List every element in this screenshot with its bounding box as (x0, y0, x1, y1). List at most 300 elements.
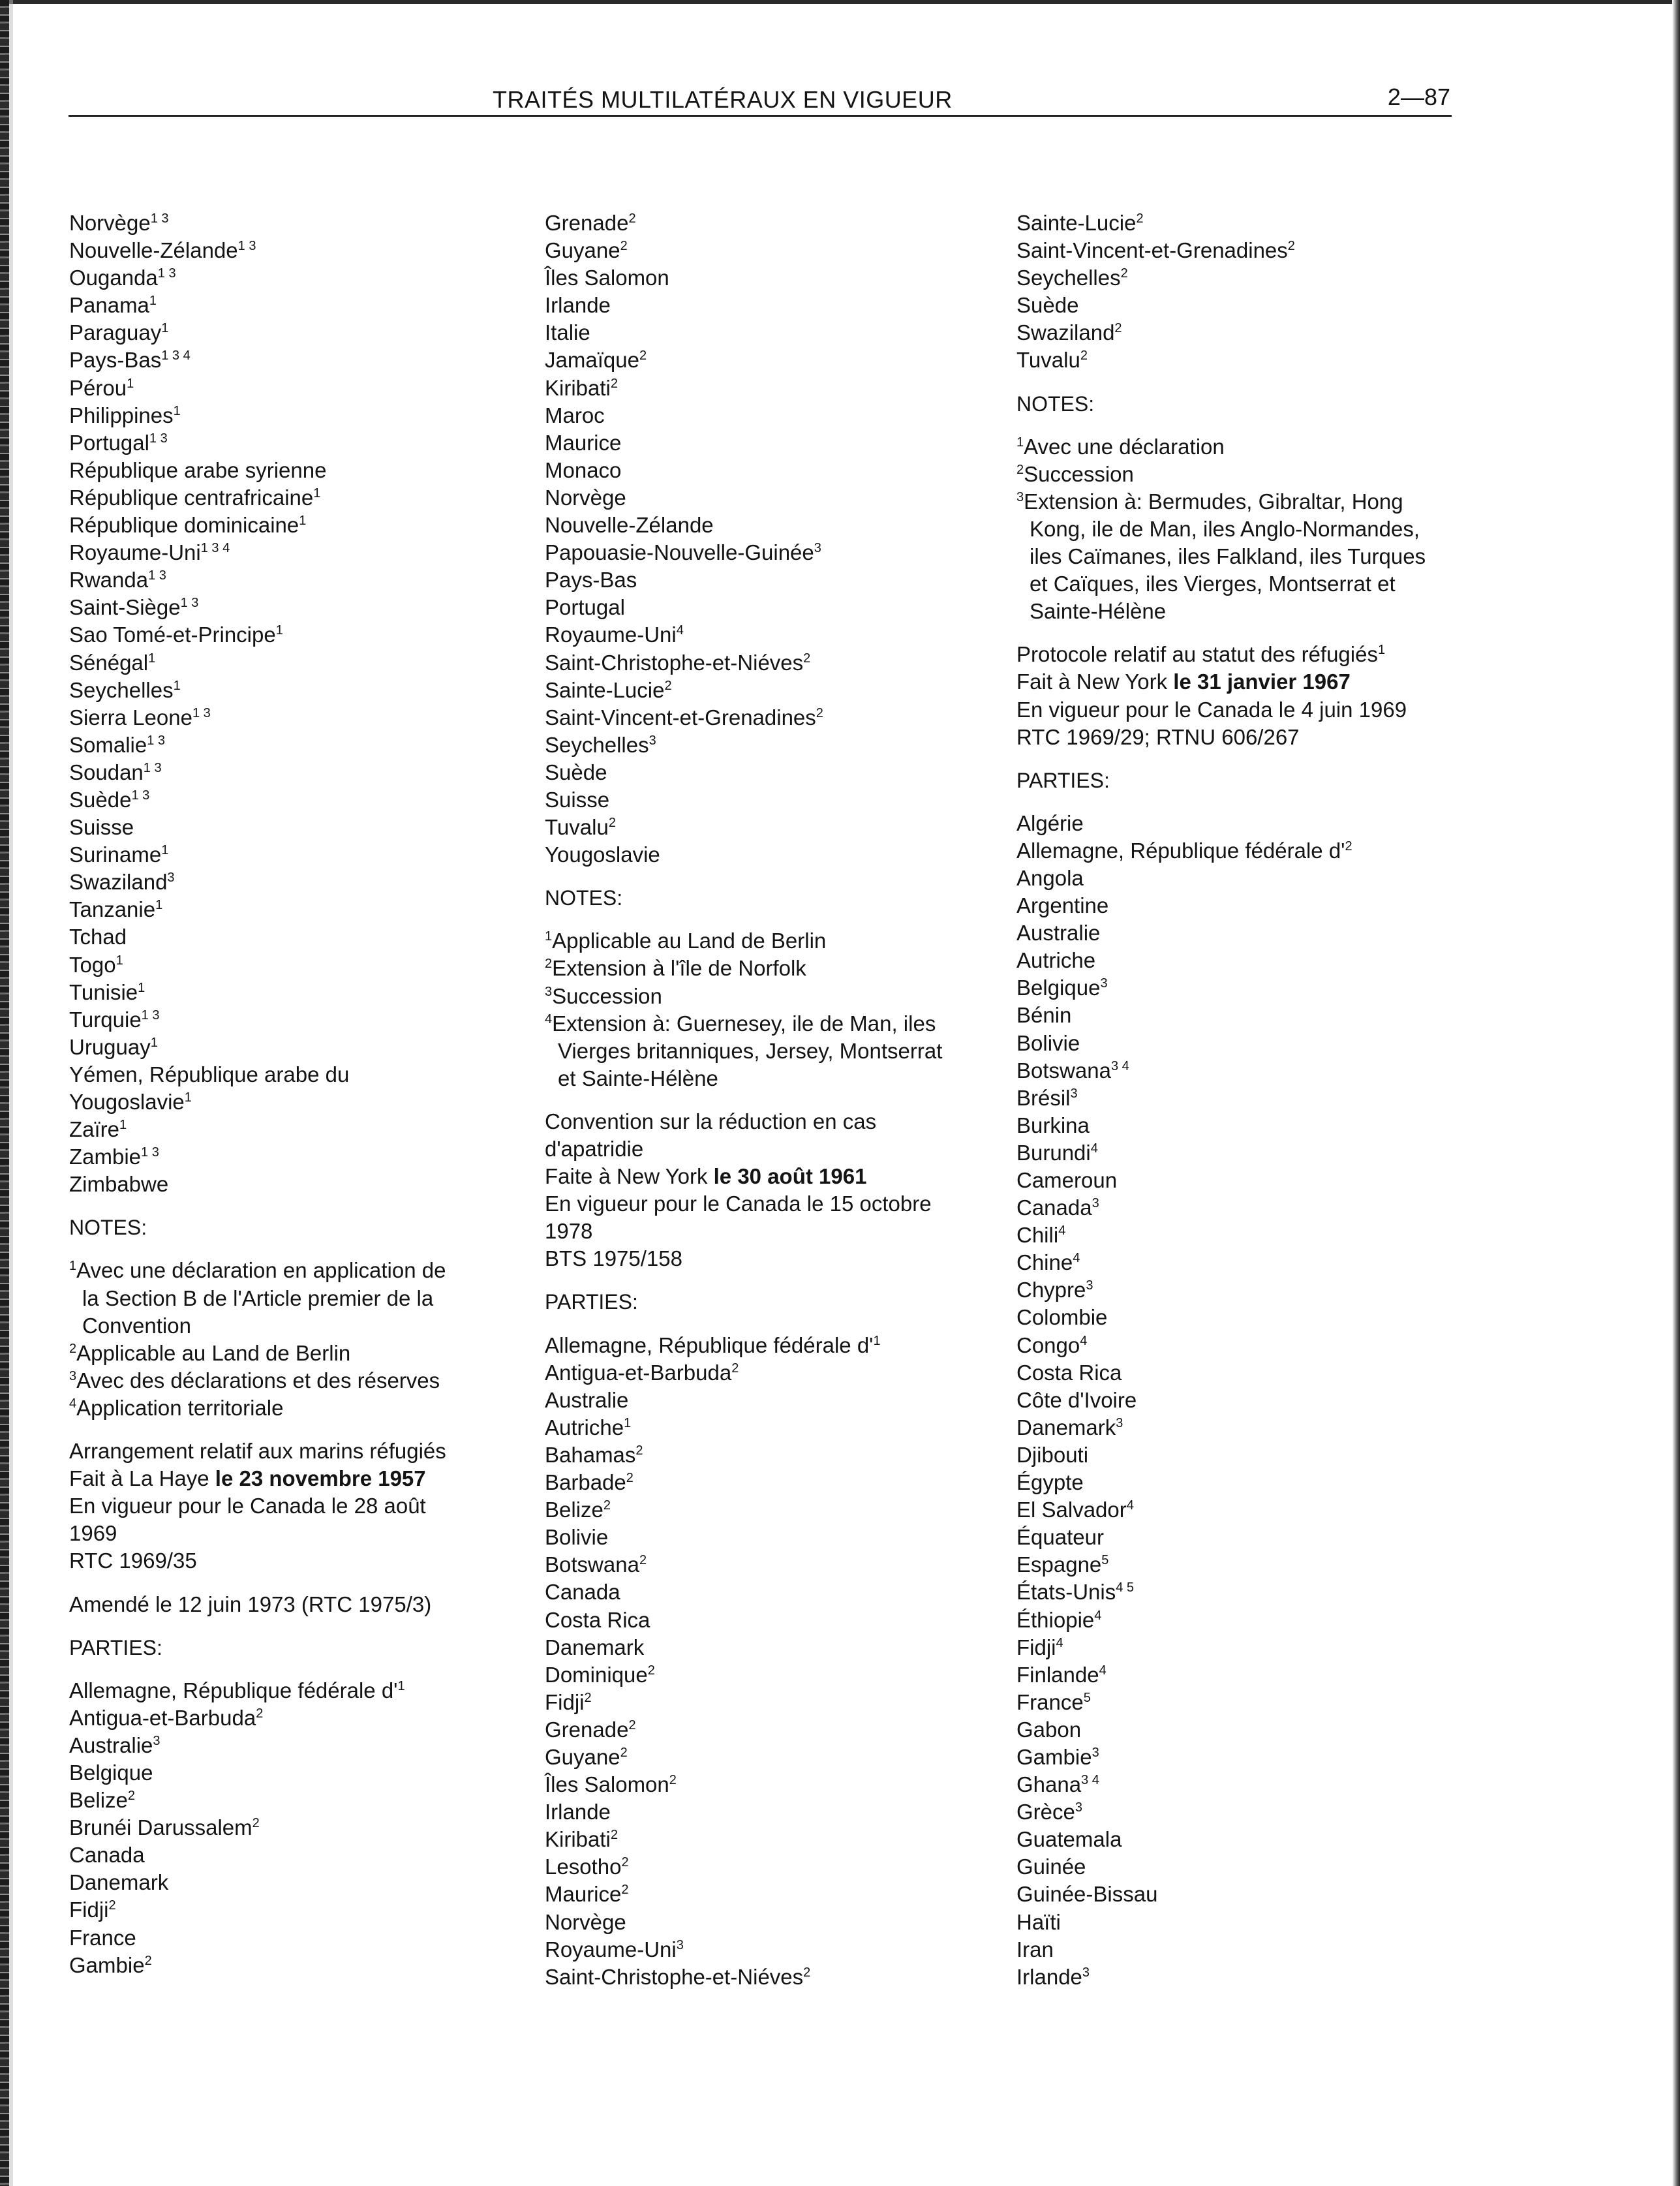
section-label (69, 1214, 500, 1241)
list-line (545, 1245, 975, 1272)
line-text: Haïti (1016, 1909, 1061, 1934)
line-text: Lesotho (545, 1855, 622, 1879)
line-text: Irlande (1016, 1964, 1082, 1989)
list-line (1016, 570, 1434, 598)
note-number: 3 (545, 984, 553, 999)
list-line (1016, 1359, 1434, 1387)
list-line (1016, 1085, 1434, 1112)
footnote-marker: 1 (115, 953, 123, 968)
footnote-marker: 2 (664, 678, 672, 693)
line-text: Algérie (1016, 810, 1084, 835)
line-text: Somalie (69, 732, 147, 757)
footnote-marker: 1 3 (148, 568, 166, 583)
list-line (1016, 1963, 1434, 1991)
list-line (69, 375, 500, 402)
list-line (545, 1359, 975, 1387)
line-text: Guinée (1016, 1855, 1086, 1879)
list-line (545, 429, 975, 457)
list-line (545, 1065, 975, 1092)
line-text: Saint-Christophe-et-Niéves (545, 650, 804, 675)
list-line (69, 1591, 500, 1618)
list-line (1016, 974, 1434, 1002)
footnote-marker: 4 (1080, 1333, 1088, 1348)
footnote-marker: 3 4 (1081, 1773, 1099, 1788)
list-line (69, 896, 500, 923)
line-text: Kong, ile de Man, iles Anglo-Normandes, (1030, 516, 1420, 541)
list-line (1016, 1030, 1434, 1057)
footnote-marker: 1 3 (157, 266, 176, 281)
page-header (69, 84, 1452, 117)
list-line (69, 1171, 500, 1198)
line-text: Convention (82, 1313, 191, 1338)
list-line (1016, 919, 1434, 947)
spacer (1016, 751, 1434, 767)
line-text: Argentine (1016, 893, 1109, 918)
note-line (1016, 433, 1434, 461)
note-line (545, 927, 975, 955)
line-text: Royaume-Uni (545, 623, 677, 647)
footnote-marker: 2 (628, 211, 636, 226)
list-line (545, 1716, 975, 1744)
list-line (1016, 1002, 1434, 1029)
list-line (545, 1661, 975, 1689)
line-text: Danemark (1016, 1415, 1116, 1439)
list-line (1016, 1744, 1434, 1771)
footnote-marker: 2 (626, 1471, 634, 1486)
list-line (1016, 1112, 1434, 1139)
note-number: 2 (69, 1341, 77, 1356)
running-title: TRAITÉS MULTILATÉRAUX EN VIGUEUR (493, 86, 953, 113)
footnote-marker: 1 (1377, 643, 1386, 658)
list-line (1016, 209, 1434, 237)
list-line (69, 1143, 500, 1171)
footnote-marker: 2 (669, 1773, 677, 1788)
column-1 (69, 209, 500, 1979)
line-text: Yougoslavie (69, 1090, 185, 1114)
footnote-marker: 4 5 (1116, 1580, 1135, 1595)
list-line (69, 814, 500, 841)
note-line (69, 1257, 500, 1284)
list-line (69, 1520, 500, 1547)
date-bold: le 23 novembre 1957 (215, 1466, 426, 1491)
line-text: Fait à La Haye (69, 1466, 215, 1491)
list-line (545, 704, 975, 731)
line-text: Australie (69, 1732, 153, 1757)
line-text: Irlande (545, 293, 611, 318)
footnote-marker: 2 (620, 239, 628, 254)
list-line (1016, 696, 1434, 724)
list-line (1016, 1194, 1434, 1222)
line-text: Guyane (545, 1744, 620, 1769)
footnote-marker: 1 3 (131, 788, 150, 803)
list-line (69, 566, 500, 594)
list-line (69, 1312, 500, 1340)
line-text: Gambie (69, 1952, 145, 1977)
list-line (1016, 810, 1434, 837)
list-line (69, 1116, 500, 1143)
footnote-marker: 2 (1120, 266, 1128, 281)
list-line (69, 1285, 500, 1312)
list-line (1016, 1936, 1434, 1963)
footnote-marker: 2 (256, 1706, 264, 1721)
line-text: En vigueur pour le Canada le 28 août (69, 1494, 426, 1518)
list-line (69, 1896, 500, 1924)
list-line (545, 512, 975, 539)
list-line (69, 731, 500, 759)
list-line (545, 319, 975, 346)
list-line (1016, 892, 1434, 919)
footnote-marker: 4 (676, 623, 684, 638)
line-text: Tuvalu (545, 815, 609, 840)
footnote-marker: 1 (275, 623, 283, 638)
line-text: Kiribati (545, 375, 611, 400)
footnote-marker: 1 (119, 1118, 127, 1133)
line-text: République dominicaine (69, 513, 299, 538)
date-bold: le 30 août 1961 (713, 1164, 867, 1189)
list-line (69, 759, 500, 786)
line-text: Canada (1016, 1195, 1092, 1220)
spacer (545, 1272, 975, 1288)
list-line (1016, 1798, 1434, 1826)
footnote-marker: 2 (620, 1745, 628, 1760)
list-line (1016, 1524, 1434, 1551)
line-text: Grenade (545, 1717, 629, 1742)
footnote-marker: 1 (173, 678, 181, 693)
footnote-marker: 2 (610, 376, 618, 391)
line-text: Zaïre (69, 1117, 120, 1142)
footnote-marker: 3 (1092, 1745, 1099, 1760)
list-line (69, 1547, 500, 1575)
page-number: 2—87 (1387, 84, 1450, 110)
list-line (545, 1218, 975, 1245)
line-text: Fidji (69, 1898, 109, 1922)
list-line (69, 1869, 500, 1896)
list-line (1016, 1853, 1434, 1881)
line-text: Guatemala (1016, 1827, 1122, 1852)
list-line (69, 1061, 500, 1088)
line-text: Uruguay (69, 1034, 151, 1059)
line-text: Équateur (1016, 1525, 1104, 1550)
footnote-marker: 5 (1083, 1690, 1091, 1705)
line-text: Fait à New York (1016, 670, 1174, 694)
line-text: Italie (545, 320, 590, 345)
list-line (1016, 516, 1434, 543)
line-text: iles Caïmanes, iles Falkland, iles Turques (1030, 544, 1426, 569)
list-line (545, 237, 975, 264)
footnote-marker: 4 (1099, 1663, 1107, 1678)
footnote-marker: 2 (144, 1953, 152, 1968)
list-line (545, 1771, 975, 1798)
line-text: 1978 (545, 1219, 593, 1244)
line-text: Autriche (1016, 948, 1096, 973)
list-line (69, 1492, 500, 1520)
list-line (69, 1677, 500, 1704)
line-text: Australie (545, 1387, 629, 1412)
line-text: Tuvalu (1016, 348, 1080, 373)
line-text: Convention sur la réduction en cas (545, 1109, 877, 1133)
line-text: Rwanda (69, 568, 149, 593)
line-text: Tanzanie (69, 897, 156, 922)
footnote-marker: 2 (1287, 239, 1295, 254)
line-text: Suède (545, 760, 607, 784)
list-line (69, 1952, 500, 1979)
list-line (1016, 319, 1434, 346)
line-text: Chine (1016, 1250, 1073, 1275)
footnote-marker: 2 (803, 1965, 811, 1980)
list-line (69, 1924, 500, 1952)
list-line (545, 402, 975, 429)
list-line (1016, 641, 1434, 668)
footnote-marker: 3 (1075, 1800, 1082, 1815)
list-line (545, 1441, 975, 1469)
footnote-marker: 2 (647, 1663, 655, 1678)
footnote-marker: 2 (603, 1498, 611, 1513)
line-text: Botswana (545, 1552, 639, 1577)
line-text: Sainte-Lucie (545, 677, 665, 702)
line-text: Norvège (545, 485, 626, 510)
line-text: Yougoslavie (545, 842, 660, 867)
line-text: Côte d'Ivoire (1016, 1387, 1137, 1412)
list-line (1016, 1578, 1434, 1606)
line-text: Pays-Bas (69, 348, 162, 373)
list-line (69, 841, 500, 869)
footnote-marker: 4 (1058, 1224, 1066, 1239)
line-text: Saint-Vincent-et-Grenadines (1016, 238, 1288, 263)
scan-left-shadow (9, 0, 13, 2186)
list-line (1016, 1689, 1434, 1716)
list-line (1016, 1249, 1434, 1276)
list-line (1016, 1441, 1434, 1469)
list-line (69, 677, 500, 704)
line-text: RTC 1969/29; RTNU 606/267 (1016, 724, 1300, 749)
line-text: la Section B de l'Article premier de la (82, 1285, 434, 1310)
line-text: Brésil (1016, 1085, 1071, 1110)
line-text: En vigueur pour le Canada le 15 octobre (545, 1192, 932, 1216)
list-line (69, 292, 500, 319)
line-text: Avec une déclaration en application de (76, 1258, 446, 1283)
list-line (69, 346, 500, 374)
line-text: Australie (1016, 921, 1101, 946)
line-text: Zambie (69, 1145, 142, 1169)
list-line (1016, 292, 1434, 319)
list-line (545, 346, 975, 374)
line-text: Antigua-et-Barbuda (69, 1705, 256, 1730)
footnote-marker: 2 (621, 1883, 629, 1898)
footnote-marker: 2 (1136, 211, 1144, 226)
footnote-marker: 1 3 (141, 1145, 159, 1160)
line-text: Monaco (545, 457, 622, 482)
list-line (69, 594, 500, 621)
list-line (545, 539, 975, 566)
line-text: Yémen, République arabe du (69, 1062, 350, 1086)
footnote-marker: 1 3 (180, 596, 199, 611)
note-number: 3 (69, 1368, 77, 1383)
footnote-marker: 1 3 (149, 431, 168, 446)
list-line (545, 1881, 975, 1908)
list-line (1016, 1414, 1434, 1441)
list-line (545, 1524, 975, 1551)
line-text: Cameroun (1016, 1168, 1118, 1192)
scan-right-edge (1672, 0, 1680, 2186)
list-line (1016, 1607, 1434, 1634)
line-text: Sao Tomé-et-Principe (69, 623, 276, 647)
line-text: Suisse (545, 787, 610, 812)
scan-top-edge (0, 0, 1680, 4)
spacer (545, 912, 975, 927)
line-text: Pérou (69, 375, 127, 400)
section-label (1016, 767, 1434, 794)
list-line (545, 1496, 975, 1524)
list-line (69, 923, 500, 951)
list-line (545, 1135, 975, 1163)
note-number: 2 (1016, 462, 1024, 477)
line-text: Zimbabwe (69, 1172, 169, 1197)
footnote-marker: 1 3 4 (200, 541, 230, 556)
list-line (545, 1190, 975, 1218)
footnote-marker: 2 (1114, 321, 1122, 336)
section-label (1016, 390, 1434, 418)
line-text: Chili (1016, 1223, 1059, 1248)
footnote-marker: 3 (1086, 1278, 1093, 1293)
list-line (545, 1387, 975, 1414)
line-text: Vierges britanniques, Jersey, Montserrat (558, 1038, 943, 1063)
footnote-marker: 1 3 4 (161, 348, 191, 363)
footnote-marker: 4 (1073, 1251, 1080, 1266)
line-text: Guinée-Bissau (1016, 1882, 1158, 1907)
list-line (1016, 947, 1434, 974)
line-text: Bolivie (1016, 1030, 1080, 1055)
footnote-marker: 2 (635, 1443, 643, 1458)
footnote-marker: 4 (1126, 1498, 1134, 1513)
line-text: Belgique (69, 1760, 153, 1785)
list-line (69, 209, 500, 237)
list-line (69, 1034, 500, 1061)
list-line (1016, 1634, 1434, 1661)
list-line (69, 237, 500, 264)
list-line (69, 484, 500, 512)
footnote-marker: 3 (1082, 1965, 1090, 1980)
list-line (545, 375, 975, 402)
list-line (545, 677, 975, 704)
line-text: Bolivie (545, 1525, 609, 1550)
line-text: Burundi (1016, 1140, 1091, 1165)
line-text: PARTIES: (545, 1290, 638, 1314)
list-line (1016, 1387, 1434, 1414)
footnote-marker: 1 (150, 1035, 158, 1050)
line-text: RTC 1969/35 (69, 1548, 197, 1573)
list-line (1016, 1771, 1434, 1798)
note-line (1016, 488, 1434, 516)
footnote-marker: 2 (816, 705, 823, 720)
note-number: 2 (545, 957, 553, 972)
note-line (69, 1340, 500, 1367)
list-line (1016, 865, 1434, 892)
line-text: Kiribati (545, 1827, 611, 1852)
spacer (69, 1575, 500, 1591)
line-text: Gambie (1016, 1744, 1092, 1769)
list-line (69, 869, 500, 896)
list-line (1016, 1167, 1434, 1194)
list-line (545, 457, 975, 484)
note-line (69, 1367, 500, 1394)
list-line (545, 649, 975, 677)
footnote-marker: 1 3 (192, 705, 211, 720)
list-line (1016, 346, 1434, 374)
list-line (1016, 1332, 1434, 1359)
note-number: 1 (69, 1259, 77, 1274)
line-text: Soudan (69, 760, 144, 784)
footnote-marker: 1 3 (143, 760, 162, 775)
line-text: Belize (69, 1788, 128, 1813)
footnote-marker: 2 (127, 1789, 136, 1804)
list-line (545, 1108, 975, 1135)
line-text: Saint-Christophe-et-Niéves (545, 1964, 804, 1989)
list-line (69, 786, 500, 814)
line-text: Arrangement relatif aux marins réfugiés (69, 1439, 446, 1464)
list-line (69, 1704, 500, 1732)
line-text: Danemark (545, 1635, 645, 1659)
line-text: Angola (1016, 865, 1084, 890)
footnote-marker: 1 (299, 514, 307, 529)
footnote-marker: 4 (1056, 1635, 1063, 1650)
line-text: France (69, 1925, 136, 1950)
line-text: NOTES: (69, 1216, 147, 1240)
list-line (69, 1787, 500, 1814)
line-text: Papouasie-Nouvelle-Guinée (545, 540, 814, 565)
line-text: d'apatridie (545, 1137, 644, 1161)
footnote-marker: 3 (676, 1937, 684, 1952)
line-text: Pays-Bas (545, 568, 637, 593)
footnote-marker: 2 (639, 1553, 647, 1568)
list-line (545, 1578, 975, 1606)
line-text: Costa Rica (545, 1607, 650, 1632)
list-line (1016, 543, 1434, 570)
list-line (545, 1689, 975, 1716)
line-text: Sainte-Hélène (1030, 599, 1167, 624)
note-line (545, 1010, 975, 1038)
footnote-marker: 1 3 (150, 211, 169, 226)
list-line (545, 1853, 975, 1881)
list-line (69, 951, 500, 979)
list-line (545, 1038, 975, 1065)
spacer (69, 1241, 500, 1257)
footnote-marker: 1 (155, 898, 163, 913)
spacer (69, 1422, 500, 1438)
line-text: Amendé le 12 juin 1973 (RTC 1975/3) (69, 1592, 432, 1616)
line-text: NOTES: (545, 886, 623, 910)
line-text: Dominique (545, 1662, 648, 1687)
footnote-marker: 1 (313, 485, 321, 500)
footnote-marker: 2 (1080, 348, 1088, 363)
line-text: Turquie (69, 1007, 142, 1032)
footnote-marker: 1 (138, 980, 145, 995)
line-text: Iran (1016, 1937, 1054, 1962)
list-line (545, 1607, 975, 1634)
footnote-marker: 1 3 (237, 239, 256, 254)
line-text: Fidji (545, 1689, 585, 1714)
note-line (1016, 461, 1434, 488)
list-line (1016, 1881, 1434, 1908)
list-line (69, 457, 500, 484)
list-line (545, 621, 975, 649)
footnote-marker: 4 (1094, 1608, 1102, 1623)
column-2 (545, 209, 975, 1991)
list-line (545, 786, 975, 814)
note-line (545, 983, 975, 1010)
footnote-marker: 1 (161, 321, 169, 336)
line-text: Succession (552, 983, 662, 1008)
line-text: Colombie (1016, 1305, 1108, 1330)
